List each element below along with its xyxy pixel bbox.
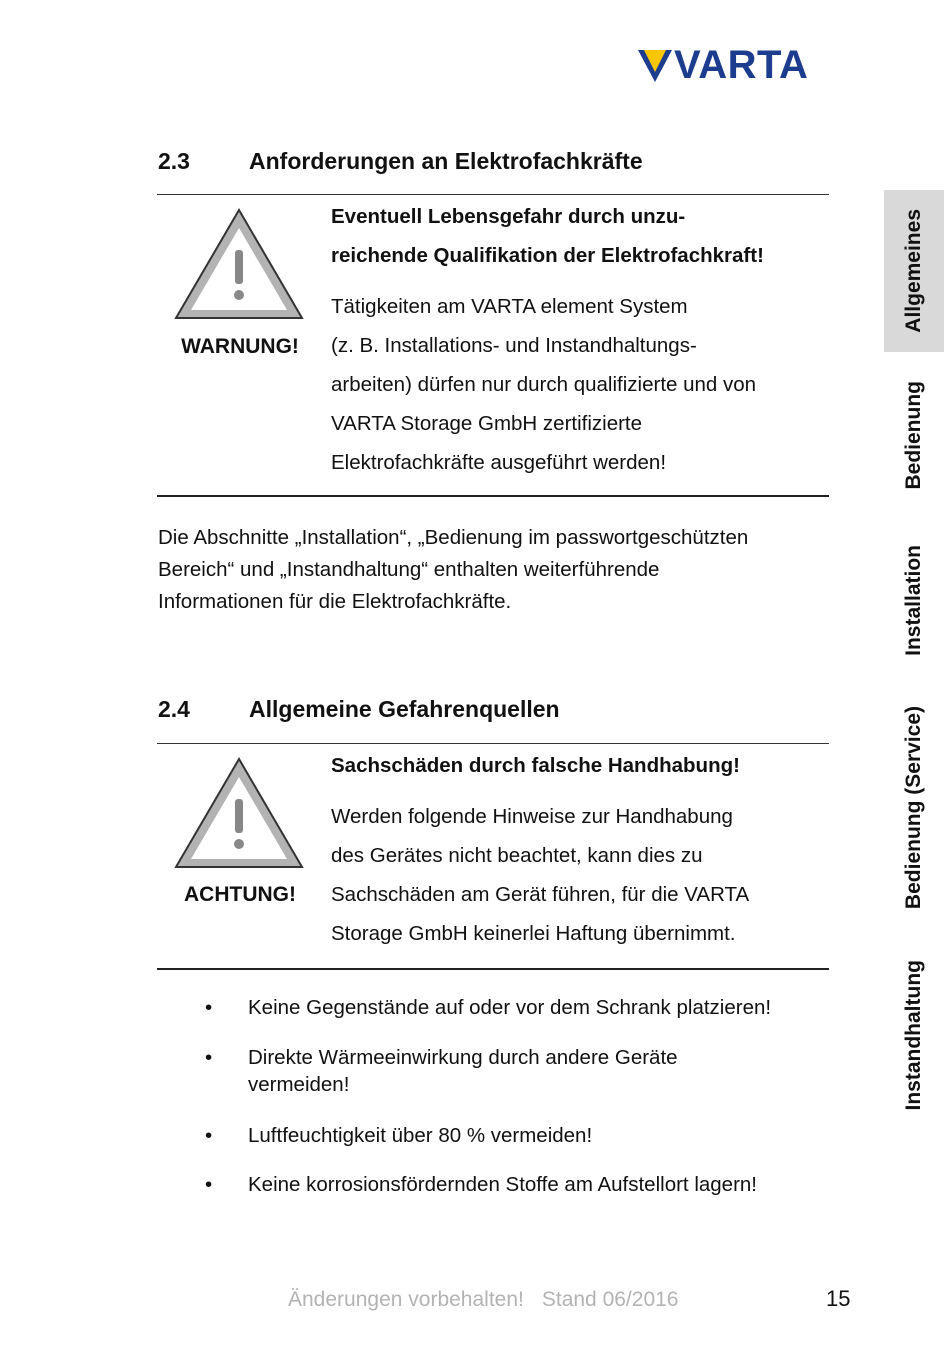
varta-logo-mark-icon	[638, 50, 672, 82]
chapter-tab-strip	[884, 190, 944, 1130]
warning-body-line: arbeiten) dürfen nur durch qualifizierte und von	[331, 373, 757, 396]
paragraph-line: Informationen für die Elektrofachkräfte.	[158, 590, 512, 613]
tab-label: Instandhaltung	[902, 959, 925, 1111]
warning-triangle-icon	[172, 206, 306, 322]
warning-body-line: Tätigkeiten am VARTA element System	[331, 295, 688, 318]
page-footer	[288, 1287, 678, 1313]
paragraph-line: Die Abschnitte „Installation“, „Bedienung im passwortgeschützten	[158, 526, 749, 549]
caution-body-line: Sachschäden am Gerät führen, für die VARTA	[331, 883, 750, 906]
page-number: 15	[826, 1286, 851, 1311]
tab-label: Allgemeines	[902, 209, 925, 333]
warning-heading-line-1: Eventuell Lebensgefahr durch unzu-	[331, 205, 686, 228]
caution-body-line: des Gerätes nicht beachtet, kann dies zu	[331, 844, 703, 867]
list-item-text: Keine Gegenstände auf oder vor dem Schrank platzieren!	[248, 996, 772, 1019]
footer-notice: Änderungen vorbehalten!	[288, 1288, 524, 1311]
info-paragraph	[158, 522, 838, 618]
tab-label: Bedienung	[902, 380, 925, 490]
warning-heading-line-2: reichende Qualifikation der Elektrofachkraft!	[331, 244, 764, 267]
bullet-icon: •	[205, 1124, 213, 1147]
divider	[157, 495, 829, 497]
caution-body-line: Storage GmbH keinerlei Haftung übernimmt.	[331, 922, 736, 945]
tab-instandhaltung[interactable]	[884, 945, 944, 1125]
signal-word-caution: ACHTUNG!	[184, 883, 296, 906]
section-number: 2.4	[158, 696, 190, 722]
divider	[157, 194, 829, 195]
tab-bedienung-service[interactable]	[884, 690, 944, 925]
bullet-icon: •	[205, 996, 213, 1019]
list-item-text: Luftfeuchtigkeit über 80 % vermeiden!	[248, 1124, 593, 1147]
footer-date: Stand 06/2016	[541, 1288, 679, 1311]
caution-triangle-icon	[172, 755, 306, 871]
list-item-text: Keine korrosionsfördernden Stoffe am Aufstellort lagern!	[248, 1173, 757, 1196]
section-title: Allgemeine Gefahrenquellen	[249, 696, 560, 722]
tab-installation[interactable]	[884, 525, 944, 675]
caution-heading: Sachschäden durch falsche Handhabung!	[331, 754, 740, 777]
warning-body-line: Elektrofachkräfte ausgeführt werden!	[331, 451, 667, 474]
warning-body-line: VARTA Storage GmbH zertifizierte	[331, 412, 643, 435]
tab-label: Bedienung (Service)	[902, 705, 925, 910]
section-number: 2.3	[158, 148, 190, 174]
section-title: Anforderungen an Elektrofachkräfte	[249, 148, 643, 174]
divider	[157, 743, 829, 744]
signal-word-warning: WARNUNG!	[181, 335, 299, 358]
section-2-4-heading	[158, 695, 758, 723]
varta-logo	[638, 43, 843, 87]
paragraph-line: Bereich“ und „Instandhaltung“ enthalten weiterführende	[158, 558, 660, 581]
list-item-text: Direkte Wärmeeinwirkung durch andere Geräte vermeiden!	[248, 1046, 678, 1096]
bullet-icon: •	[205, 1046, 213, 1069]
divider	[157, 968, 829, 970]
logo-wordmark: VARTA	[674, 43, 809, 87]
warning-body-line: (z. B. Installations- und Instandhaltungs-	[331, 334, 697, 357]
caution-body-line: Werden folgende Hinweise zur Handhabung	[331, 805, 733, 828]
section-2-3-heading	[158, 147, 758, 175]
tab-allgemeines[interactable]	[884, 190, 944, 352]
tab-bedienung[interactable]	[884, 365, 944, 505]
tab-label: Installation	[902, 544, 925, 656]
bullet-icon: •	[205, 1173, 213, 1196]
